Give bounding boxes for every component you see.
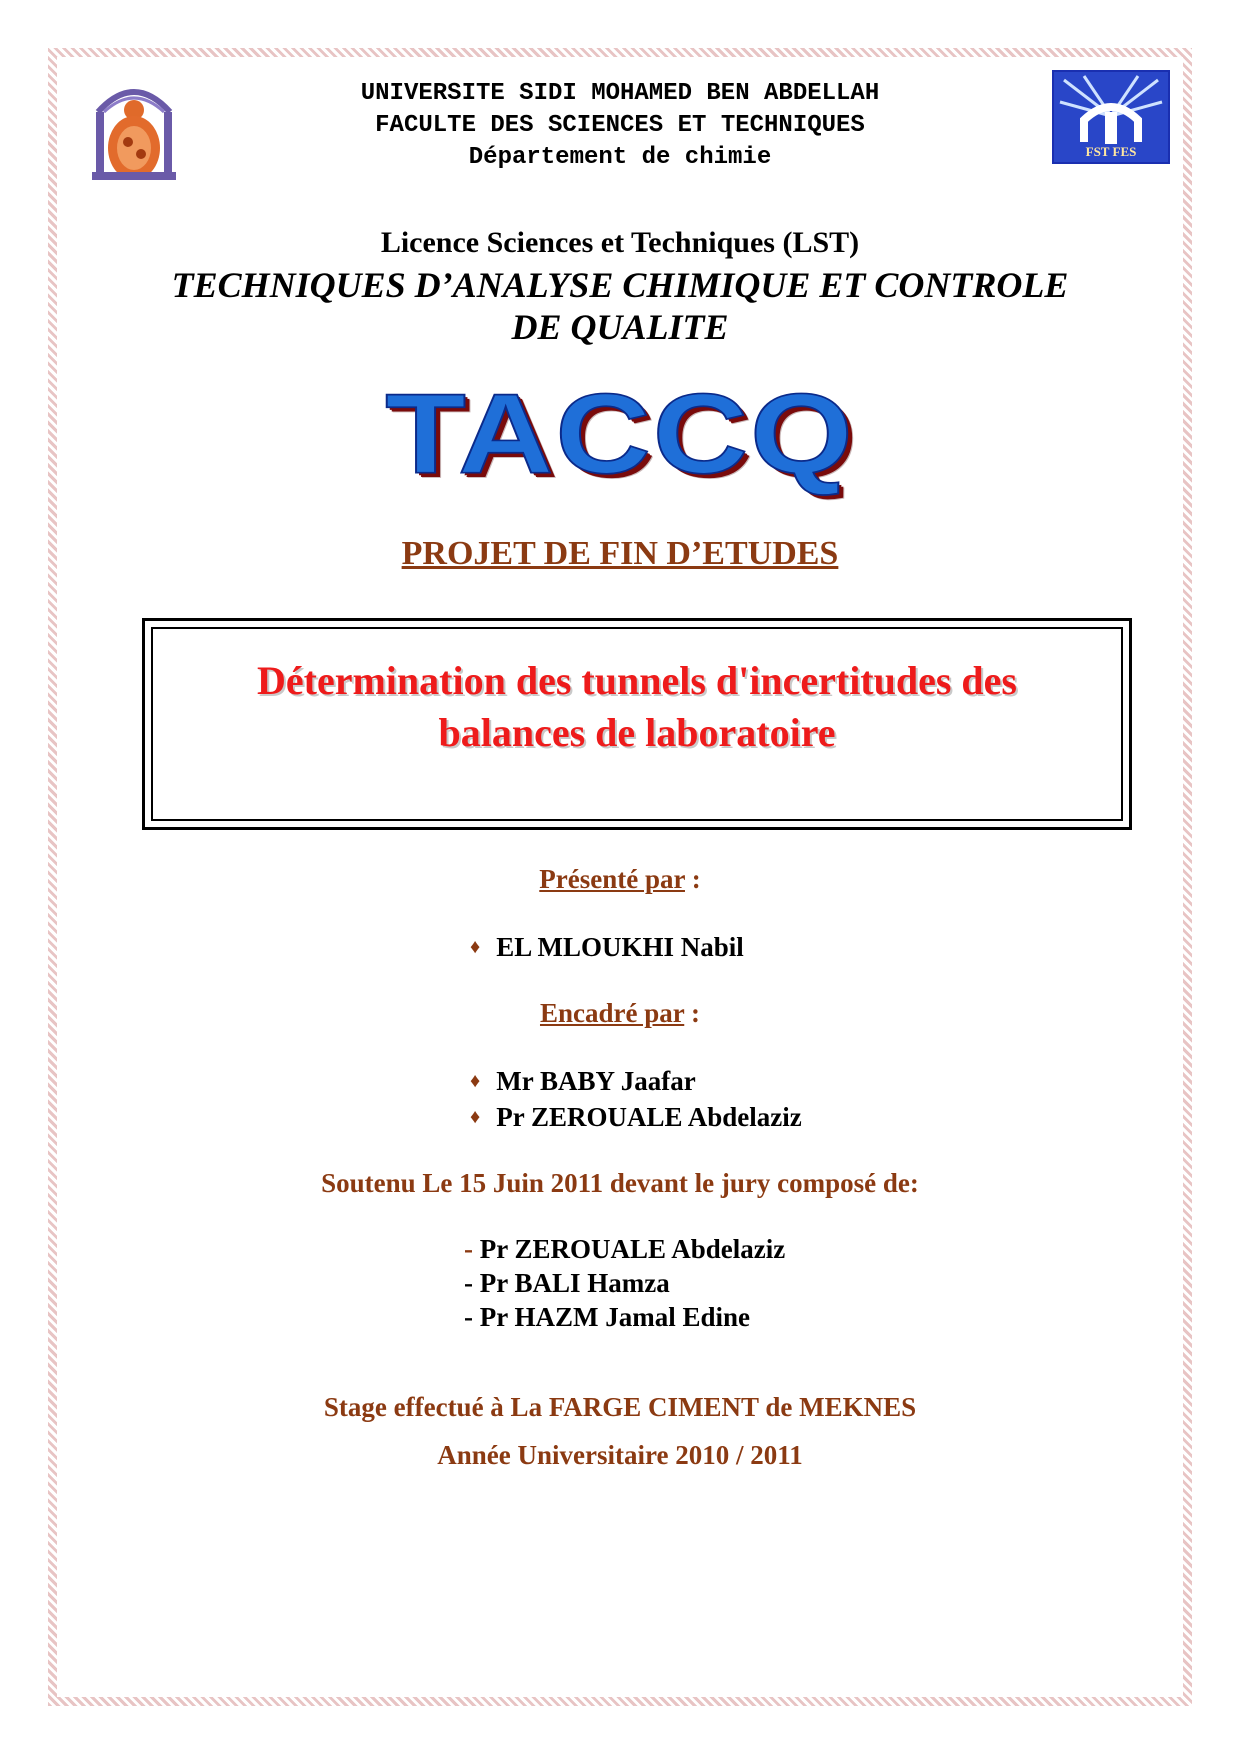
supervisor-item	[470, 1066, 696, 1097]
project-label: PROJET DE FIN D’ETUDES	[401, 535, 839, 572]
presented-by-colon: :	[684, 864, 701, 894]
supervisor-item	[470, 1102, 802, 1133]
defense-text: Soutenu Le 15 Juin 2011 devant le jury composé de:	[321, 1168, 919, 1198]
student-item	[470, 932, 744, 963]
jury-member-name: Pr BALI Hamza	[479, 1268, 670, 1298]
supervisor-name: Pr ZEROUALE Abdelaziz	[496, 1102, 802, 1132]
jury-member-name: Pr ZEROUALE Abdelaziz	[479, 1234, 786, 1264]
degree-label: Licence Sciences et Techniques (LST)	[380, 226, 860, 259]
supervised-by-label: Encadré par	[539, 998, 685, 1028]
faculty-name: FACULTE DES SCIENCES ET TECHNIQUES	[375, 112, 865, 139]
internship-text: Stage effectué à La FARGE CIMENT de MEKNES	[323, 1392, 917, 1422]
field-line1: TECHNIQUES D’ANALYSE CHIMIQUE ET CONTROLE	[171, 265, 1069, 305]
jury-member: - Pr ZEROUALE Abdelaziz	[464, 1234, 786, 1264]
department-name: Département de chimie	[468, 144, 772, 171]
diamond-bullet-icon: ♦	[470, 1070, 481, 1092]
supervisor-name: Mr BABY Jaafar	[496, 1066, 696, 1096]
thesis-title-line2: balances de laboratoire	[438, 710, 836, 755]
fst-logo	[1052, 70, 1170, 164]
supervised-by-heading	[0, 998, 1240, 1029]
jury-member: - Pr BALI Hamza	[464, 1268, 670, 1298]
student-name: EL MLOUKHI Nabil	[496, 932, 744, 962]
program-acronym: TACCQ	[385, 370, 855, 497]
university-name: UNIVERSITE SIDI MOHAMED BEN ABDELLAH	[360, 80, 880, 107]
thesis-title-line1: Détermination des tunnels d'incertitudes des	[257, 658, 1017, 703]
presented-by-heading	[0, 864, 1240, 895]
thesis-title	[145, 655, 1129, 759]
diamond-bullet-icon: ♦	[470, 1106, 481, 1128]
thesis-title-box	[142, 618, 1132, 830]
fst-logo-text: FST FES	[1085, 144, 1137, 159]
diamond-bullet-icon: ♦	[470, 936, 481, 958]
presented-by-label: Présenté par	[539, 864, 685, 894]
supervised-by-colon: :	[684, 998, 700, 1028]
field-line2: DE QUALITE	[511, 307, 729, 347]
jury-member: - Pr HAZM Jamal Edine	[464, 1302, 751, 1332]
academic-year: Année Universitaire 2010 / 2011	[437, 1440, 803, 1470]
jury-member-name: Pr HAZM Jamal Edine	[479, 1302, 751, 1332]
